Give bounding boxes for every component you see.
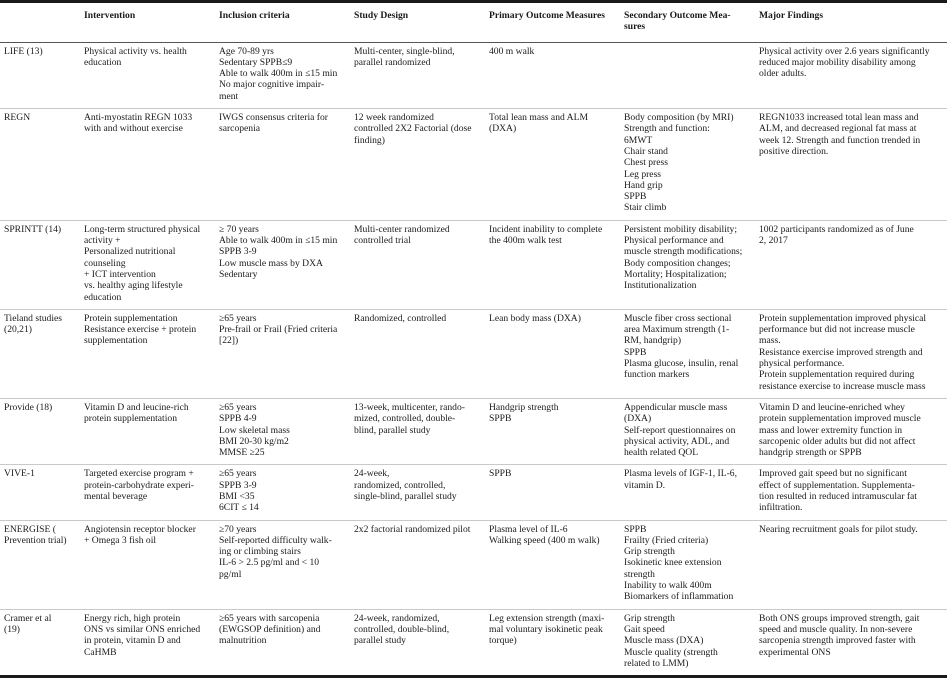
- major-findings-cell: [755, 42, 947, 108]
- cell-text-line: Multi-center, single-blind,: [354, 45, 455, 57]
- cell-text-line: week 12. Strength and function trended in: [759, 134, 921, 146]
- cell-text-line: 1002 participants randomized as of June: [759, 223, 914, 235]
- cell-text-line: pg/ml: [219, 568, 242, 580]
- study-design-cell: [350, 309, 485, 398]
- cell-text-line: torque): [489, 635, 517, 647]
- inclusion-criteria-cell: [215, 609, 350, 676]
- cell-text-line: supplementation: [84, 335, 148, 347]
- cell-text-line: sarcopenia: [219, 123, 261, 135]
- cell-text-line: 24-week, randomized,: [354, 612, 440, 624]
- inclusion-criteria-cell: [215, 309, 350, 398]
- intervention-cell: [80, 398, 215, 464]
- intervention-cell: [80, 465, 215, 520]
- cell-text-line: Pre-frail or Frail (Fried criteria: [219, 324, 338, 336]
- study-name-cell: [0, 520, 80, 609]
- cell-text-line: parallel randomized: [354, 56, 431, 68]
- intervention-cell: [80, 220, 215, 309]
- cell-text-line: sarcopenic older adults but did not affect: [759, 435, 916, 447]
- secondary-outcome-cell: [620, 309, 755, 398]
- cell-text-line: 13-week, multicenter, rando-: [354, 401, 465, 413]
- cell-text-line: Provide (18): [4, 401, 53, 413]
- cell-text-line: Physical performance and: [624, 235, 724, 247]
- study-design-cell: [350, 520, 485, 609]
- study-design-cell: [350, 42, 485, 108]
- cell-text-line: 2x2 factorial randomized pilot: [354, 523, 471, 535]
- cell-text-line: malnutrition: [219, 635, 267, 647]
- study-design-cell: [350, 220, 485, 309]
- cell-text-line: Appendicular muscle mass: [624, 401, 728, 413]
- cell-text-line: Resistance exercise + protein: [84, 324, 197, 336]
- cell-text-line: Multi-center randomized: [354, 223, 450, 235]
- cell-text-line: 6MWT: [624, 134, 653, 146]
- intervention-cell: [80, 309, 215, 398]
- primary-outcome-cell: [485, 520, 620, 609]
- cell-text-line: Tieland studies: [4, 312, 63, 324]
- cell-text-line: Walking speed (400 m walk): [489, 534, 600, 546]
- cell-text-line: counseling: [84, 257, 126, 269]
- cell-text-line: with and without exercise: [84, 123, 183, 135]
- cell-text-line: + Omega 3 fish oil: [84, 534, 157, 546]
- cell-text-line: SPPB: [624, 523, 647, 535]
- cell-text-line: vs. healthy aging lifestyle: [84, 280, 183, 292]
- cell-text-line: education: [84, 56, 122, 68]
- cell-text-line: finding): [354, 134, 385, 146]
- cell-text-line: sarcopenia strength improved faster with: [759, 635, 916, 647]
- cell-text-line: SPPB: [624, 191, 647, 203]
- cell-text-line: Gait speed: [624, 623, 665, 635]
- cell-text-line: controlled 2X2 Factorial (dose: [354, 123, 472, 135]
- cell-text-line: SPPB: [489, 413, 512, 425]
- cell-text-line: Protein supplementation improved physical: [759, 312, 927, 324]
- cell-text-line: Vitamin D and leucine-enriched whey: [759, 401, 905, 413]
- cell-text-line: in protein, vitamin D and: [84, 635, 181, 647]
- cell-text-line: SPPB 3-9: [219, 246, 257, 258]
- secondary-outcome-cell: [620, 398, 755, 464]
- cell-text-line: performance but did not increase muscle: [759, 324, 915, 336]
- cell-text-line: Grip strength: [624, 546, 675, 558]
- cell-text-line: CaHMB: [84, 646, 117, 658]
- cell-text-line: Physical activity vs. health: [84, 45, 187, 57]
- cell-text-line: Strength and function:: [624, 123, 710, 135]
- cell-text-line: ONS vs similar ONS enriched: [84, 623, 201, 635]
- major-findings-cell: [755, 520, 947, 609]
- cell-text-line: Targeted exercise program +: [84, 468, 194, 480]
- cell-text-line: Inability to walk 400m: [624, 580, 712, 592]
- table-row: [0, 520, 947, 609]
- cell-text-line: SPPB: [624, 346, 647, 358]
- cell-text-line: reduced major mobility disability among: [759, 56, 916, 68]
- study-design-cell: [350, 109, 485, 221]
- study-design-cell: [350, 465, 485, 520]
- cell-text-line: (20,21): [4, 324, 32, 336]
- cell-text-line: No major cognitive impair-: [219, 79, 325, 91]
- table-row: [0, 42, 947, 108]
- table-row: [0, 109, 947, 221]
- cell-text-line: ing or climbing stairs: [219, 546, 301, 558]
- cell-text-line: Lean body mass (DXA): [489, 312, 581, 324]
- cell-text-line: Plasma level of IL-6: [489, 523, 568, 535]
- major-findings-cell: [755, 309, 947, 398]
- cell-text-line: blind, parallel study: [354, 424, 431, 436]
- cell-text-line: education: [84, 291, 122, 303]
- table-header: [0, 2, 947, 43]
- cell-text-line: area Maximum strength (1-: [624, 324, 730, 336]
- cell-text-line: 24-week,: [354, 468, 390, 480]
- cell-text-line: mental beverage: [84, 490, 148, 502]
- primary-outcome-cell: [485, 609, 620, 676]
- cell-text-line: protein-carbohydrate experi-: [84, 479, 195, 491]
- cell-text-line: ≥ 70 years: [219, 223, 259, 235]
- cell-text-line: physical activity, ADL, and: [624, 435, 730, 447]
- inclusion-criteria-cell: [215, 398, 350, 464]
- cell-text-line: Age 70-89 yrs: [219, 45, 274, 57]
- primary-outcome-cell: [485, 220, 620, 309]
- cell-text-line: Anti-myostatin REGN 1033: [84, 112, 193, 124]
- cell-text-line: Body composition (by MRI): [624, 112, 734, 124]
- header-row: [0, 2, 947, 43]
- cell-text-line: SPPB 4-9: [219, 413, 257, 425]
- secondary-outcome-cell: [620, 520, 755, 609]
- study-name-cell: [0, 609, 80, 676]
- cell-text-line: 6CIT ≤ 14: [219, 502, 259, 514]
- intervention-cell: [80, 109, 215, 221]
- primary-outcome-cell: [485, 465, 620, 520]
- cell-text-line: SPPB: [489, 468, 512, 480]
- cell-text-line: Resistance exercise improved strength and: [759, 346, 923, 358]
- cell-text-line: tion resulted in reduced intramuscular fat: [759, 490, 917, 502]
- cell-text-line: SPPB 3-9: [219, 479, 257, 491]
- cell-text-line: Muscle quality (strength: [624, 646, 718, 658]
- cell-text-line: Handgrip strength: [489, 401, 559, 413]
- cell-text-line: Total lean mass and ALM: [489, 112, 588, 124]
- cell-text-line: Personalized nutritional: [84, 246, 176, 258]
- cell-text-line: infiltration.: [759, 502, 803, 514]
- cell-text-line: 12 week randomized: [354, 112, 434, 124]
- cell-text-line: Biomarkers of inflammation: [624, 591, 734, 603]
- cell-text-line: strength: [624, 568, 655, 580]
- secondary-outcome-cell: [620, 109, 755, 221]
- primary-outcome-cell: [485, 398, 620, 464]
- cell-text-line: Low muscle mass by DXA: [219, 257, 323, 269]
- cell-text-line: (EWGSOP definition) and: [219, 623, 321, 635]
- cell-text-line: Physical activity over 2.6 years significantly: [759, 45, 930, 57]
- cell-text-line: REGN1033 increased total lean mass and: [759, 112, 919, 124]
- cell-text-line: Protein supplementation: [84, 312, 178, 324]
- cell-text-line: RM, handgrip): [624, 335, 682, 347]
- cell-text-line: BMI <35: [219, 490, 255, 502]
- cell-text-line: Mortality; Hospitalization;: [624, 268, 727, 280]
- cell-text-line: activity +: [84, 235, 121, 247]
- cell-text-line: ALM, and decreased regional fat mass at: [759, 123, 917, 135]
- cell-text-line: Protein supplementation required during: [759, 369, 915, 381]
- major-findings-cell: [755, 220, 947, 309]
- inclusion-criteria-cell: [215, 520, 350, 609]
- study-name-cell: [0, 465, 80, 520]
- cell-text-line: + ICT intervention: [84, 268, 156, 280]
- major-findings-cell: [755, 109, 947, 221]
- header-intervention: Intervention: [84, 10, 136, 21]
- cell-text-line: Sedentary SPPB≤9: [219, 56, 293, 68]
- cell-text-line: controlled, double-blind,: [354, 623, 450, 635]
- cell-text-line: Improved gait speed but no significant: [759, 468, 907, 480]
- cell-text-line: mass and lower extremity function in: [759, 424, 903, 436]
- cell-text-line: IL-6 > 2.5 pg/ml and < 10: [219, 557, 320, 569]
- table-row: [0, 220, 947, 309]
- cell-text-line: Low skeletal mass: [219, 424, 290, 436]
- inclusion-criteria-cell: [215, 42, 350, 108]
- cell-text-line: controlled trial: [354, 235, 411, 247]
- cell-text-line: REGN: [4, 112, 31, 124]
- cell-text-line: BMI 20-30 kg/m2: [219, 435, 289, 447]
- header-study-design: Study Design: [354, 10, 409, 21]
- inclusion-criteria-cell: [215, 465, 350, 520]
- header-primary-outcome: Primary Outcome Measures: [489, 10, 605, 21]
- secondary-outcome-cell: [620, 465, 755, 520]
- primary-outcome-cell: [485, 42, 620, 108]
- cell-text-line: related to LMM): [624, 657, 689, 669]
- cell-text-line: SPRINTT (14): [4, 223, 62, 235]
- cell-text-line: Sedentary: [219, 268, 258, 280]
- cell-text-line: experimental ONS: [759, 646, 831, 658]
- cell-text-line: parallel study: [354, 635, 406, 647]
- cell-text-line: ≥70 years: [219, 523, 257, 535]
- cell-text-line: Muscle fiber cross sectional: [624, 312, 732, 324]
- cell-text-line: Isokinetic knee extension: [624, 557, 722, 569]
- inclusion-criteria-cell: [215, 109, 350, 221]
- cell-text-line: protein supplementation: [84, 413, 177, 425]
- primary-outcome-cell: [485, 109, 620, 221]
- cell-text-line: Energy rich, high protein: [84, 612, 181, 624]
- intervention-cell: [80, 609, 215, 676]
- cell-text-line: single-blind, parallel study: [354, 490, 457, 502]
- cell-text-line: physical performance.: [759, 358, 845, 370]
- cell-text-line: handgrip strength or SPPB: [759, 447, 862, 459]
- cell-text-line: ≥65 years: [219, 312, 257, 324]
- table-row: [0, 309, 947, 398]
- intervention-cell: [80, 520, 215, 609]
- cell-text-line: (DXA): [489, 123, 517, 135]
- cell-text-line: speed and muscle quality. In non-severe: [759, 623, 913, 635]
- cell-text-line: Frailty (Fried criteria): [624, 534, 709, 546]
- intervention-cell: [80, 42, 215, 108]
- cell-text-line: Plasma levels of IGF-1, IL-6,: [624, 468, 737, 480]
- major-findings-cell: [755, 398, 947, 464]
- table-row: [0, 465, 947, 520]
- header-study: [0, 2, 80, 43]
- cell-text-line: Incident inability to complete: [489, 223, 603, 235]
- secondary-outcome-cell: [620, 220, 755, 309]
- major-findings-cell: [755, 609, 947, 676]
- cell-text-line: protein supplementation improved muscle: [759, 413, 921, 425]
- cell-text-line: 2, 2017: [759, 235, 788, 247]
- cell-text-line: Both ONS groups improved strength, gait: [759, 612, 920, 624]
- cell-text-line: (DXA): [624, 413, 652, 425]
- cell-text-line: function markers: [624, 369, 690, 381]
- table-row: [0, 398, 947, 464]
- header-major-findings: Major Findings: [759, 10, 824, 21]
- study-design-cell: [350, 398, 485, 464]
- cell-text-line: Cramer et al: [4, 612, 52, 624]
- cell-text-line: Muscle mass (DXA): [624, 635, 704, 647]
- study-design-cell: [350, 609, 485, 676]
- cell-text-line: ment: [219, 90, 239, 102]
- table-body: [0, 42, 947, 677]
- cell-text-line: resistance exercise to increase muscle mass: [759, 380, 926, 392]
- table-row: [0, 609, 947, 676]
- cell-text-line: Leg press: [624, 168, 662, 180]
- cell-text-line: positive direction.: [759, 145, 829, 157]
- cell-text-line: [22]): [219, 335, 239, 347]
- header-inclusion-criteria: Inclusion criteria: [219, 10, 290, 21]
- study-name-cell: [0, 42, 80, 108]
- cell-text-line: Body composition changes;: [624, 257, 731, 269]
- cell-text-line: Leg extension strength (maxi-: [489, 612, 605, 624]
- cell-text-line: (19): [4, 623, 20, 635]
- header-secondary-outcome: Secondary Outcome Mea- sures: [624, 10, 731, 33]
- major-findings-cell: [755, 465, 947, 520]
- cell-text-line: Stair climb: [624, 202, 667, 214]
- cell-text-line: ENERGISE (: [4, 523, 56, 535]
- cell-text-line: Hand grip: [624, 179, 663, 191]
- cell-text-line: ≥65 years: [219, 468, 257, 480]
- cell-text-line: the 400m walk test: [489, 235, 562, 247]
- cell-text-line: Vitamin D and leucine-rich: [84, 401, 189, 413]
- inclusion-criteria-cell: [215, 220, 350, 309]
- cell-text-line: effect of supplementation. Supplementa-: [759, 479, 915, 491]
- cell-text-line: VIVE-1: [4, 468, 35, 480]
- cell-text-line: Chest press: [624, 157, 668, 169]
- study-name-cell: [0, 220, 80, 309]
- cell-text-line: 400 m walk: [489, 45, 535, 57]
- cell-text-line: Self-report questionnaires on: [624, 424, 736, 436]
- cell-text-line: IWGS consensus criteria for: [219, 112, 328, 124]
- cell-text-line: Randomized, controlled: [354, 312, 447, 324]
- cell-text-line: randomized, controlled,: [354, 479, 446, 491]
- cell-text-line: LIFE (13): [4, 45, 43, 57]
- cell-text-line: ≥65 years with sarcopenia: [219, 612, 320, 624]
- secondary-outcome-cell: [620, 42, 755, 108]
- cell-text-line: Able to walk 400m in ≤15 min: [219, 235, 338, 247]
- cell-text-line: mal voluntary isokinetic peak: [489, 623, 603, 635]
- cell-text-line: muscle strength modifications;: [624, 246, 743, 258]
- cell-text-line: older adults.: [759, 68, 807, 80]
- cell-text-line: Institutionalization: [624, 280, 697, 292]
- cell-text-line: mass.: [759, 335, 781, 347]
- study-name-cell: [0, 309, 80, 398]
- cell-text-line: Grip strength: [624, 612, 675, 624]
- cell-text-line: Able to walk 400m in ≤15 min: [219, 68, 338, 80]
- cell-text-line: health related QOL: [624, 447, 699, 459]
- cell-text-line: Angiotensin receptor blocker: [84, 523, 196, 535]
- cell-text-line: vitamin D.: [624, 479, 666, 491]
- cell-text-line: ≥65 years: [219, 401, 257, 413]
- cell-text-line: Self-reported difficulty walk-: [219, 534, 332, 546]
- cell-text-line: MMSE ≥25: [219, 447, 265, 459]
- cell-text-line: Long-term structured physical: [84, 223, 201, 235]
- secondary-outcome-cell: [620, 609, 755, 676]
- cell-text-line: Chair stand: [624, 145, 668, 157]
- study-name-cell: [0, 109, 80, 221]
- cell-text-line: Prevention trial): [4, 534, 67, 546]
- cell-text-line: mized, controlled, double-: [354, 413, 456, 425]
- cell-text-line: Plasma glucose, insulin, renal: [624, 358, 739, 370]
- study-name-cell: [0, 398, 80, 464]
- primary-outcome-cell: [485, 309, 620, 398]
- cell-text-line: Nearing recruitment goals for pilot study.: [759, 523, 918, 535]
- cell-text-line: Persistent mobility disability;: [624, 223, 737, 235]
